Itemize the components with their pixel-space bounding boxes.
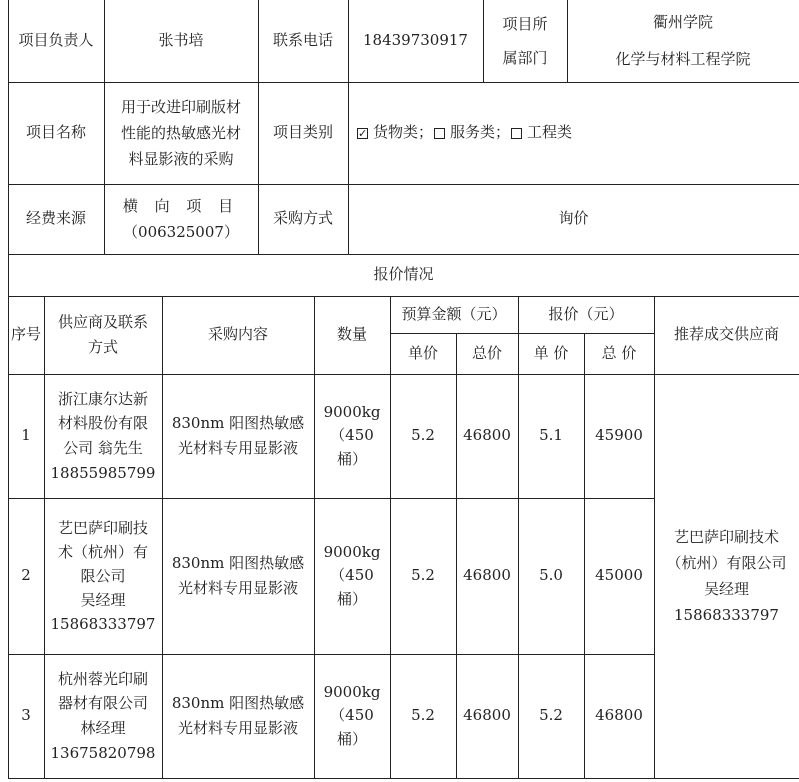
row-content — [162, 654, 314, 778]
qty-line: 9000kg — [323, 543, 381, 562]
dept-label-line: 属部门 — [502, 49, 548, 67]
dept-label — [483, 0, 567, 82]
checkbox-checked-icon[interactable]: ✓ — [358, 126, 368, 140]
row-qty — [314, 498, 390, 654]
category-works[interactable] — [510, 120, 572, 146]
grid-line — [8, 778, 799, 779]
row-seq: 2 — [21, 566, 31, 585]
supplier-line: 吴经理 — [80, 591, 126, 609]
col-recommend: 推荐成交供应商 — [673, 325, 779, 344]
grid-line — [8, 82, 799, 83]
row-qty — [314, 654, 390, 778]
qty-line: 9000kg — [323, 683, 381, 702]
recommended-supplier — [654, 374, 799, 778]
supplier-line: 18855985799 — [50, 463, 156, 482]
dept-label-line: 项目所 — [502, 14, 548, 33]
grid-line — [8, 498, 654, 499]
grid-line — [162, 296, 163, 779]
grid-line — [390, 296, 391, 779]
content-line: 830nm 阳图热敏感 — [171, 413, 305, 432]
supplier-line: 材料股份有限 — [57, 414, 148, 433]
col-content: 采购内容 — [207, 325, 268, 344]
col-offer: 报价（元） — [548, 304, 624, 323]
qty-line: 桶） — [336, 729, 367, 748]
row-budget-total: 46800 — [463, 706, 511, 725]
supplier-line: 公司 翁先生 — [63, 439, 143, 457]
row-budget-total: 46800 — [463, 426, 511, 445]
project-name-value — [104, 82, 258, 184]
content-line: 光材料专用显影液 — [177, 439, 298, 457]
supplier-line: 器材有限公司 — [57, 694, 148, 713]
row-budget-unit: 5.2 — [411, 706, 435, 725]
leader-name: 张书培 — [158, 31, 204, 50]
content-line: 830nm 阳图热敏感 — [171, 553, 305, 572]
project-name-line: 用于改进印刷版材 — [120, 97, 241, 116]
grid-line — [314, 296, 315, 779]
row-budget-unit: 5.2 — [411, 566, 435, 585]
grid-line — [8, 254, 799, 255]
phone-value: 18439730917 — [363, 31, 468, 50]
content-line: 光材料专用显影液 — [177, 719, 298, 737]
grid-line — [8, 374, 799, 375]
project-name-line: 性能的热敏感光材 — [120, 123, 241, 142]
row-seq: 1 — [21, 426, 31, 445]
dept-school: 衢州学院 — [652, 12, 713, 31]
project-name-label: 项目名称 — [25, 123, 86, 142]
grid-line — [390, 333, 654, 334]
content-line: 光材料专用显影液 — [177, 579, 298, 597]
category-goods[interactable] — [356, 120, 433, 146]
col-budget-unit: 单价 — [407, 343, 438, 362]
row-content — [162, 498, 314, 654]
grid-line — [8, 184, 799, 185]
grid-line — [567, 0, 568, 82]
category-options — [348, 82, 799, 184]
supplier-line: 林经理 — [80, 719, 126, 737]
method-value: 询价 — [558, 209, 589, 228]
col-offer-total: 总 价 — [601, 343, 637, 362]
content-line: 830nm 阳图热敏感 — [171, 693, 305, 712]
checkbox-icon[interactable] — [511, 128, 522, 139]
grid-line — [44, 296, 45, 779]
supplier-line: 杭州蓉光印刷 — [57, 669, 148, 688]
supplier-line: 13675820798 — [50, 743, 156, 762]
dept-college: 化学与材料工程学院 — [615, 50, 751, 68]
project-name-line: 料显影液的采购 — [128, 150, 234, 169]
category-works-label: 工程类 — [527, 123, 573, 142]
col-seq: 序号 — [10, 325, 41, 344]
grid-line — [8, 296, 799, 297]
grid-line — [8, 654, 654, 655]
grid-line — [518, 296, 519, 779]
dept-value — [567, 0, 799, 82]
grid-line — [348, 0, 349, 254]
fund-source: 横 向 项 目 — [122, 196, 240, 215]
grid-line — [104, 0, 105, 254]
checkbox-icon[interactable] — [434, 128, 445, 139]
qty-line: 9000kg — [323, 403, 381, 422]
qty-line: （450 — [330, 706, 374, 725]
row-offer-total: 45000 — [595, 566, 643, 585]
grid-line — [456, 333, 457, 779]
supplier-line: 浙江康尔达新 — [57, 389, 148, 408]
row-offer-unit: 5.1 — [539, 426, 563, 445]
col-supplier-line: 供应商及联系 — [57, 312, 148, 331]
method-label: 采购方式 — [272, 209, 333, 228]
col-budget: 预算金额（元） — [401, 304, 507, 323]
supplier-line: 术（杭州）有 — [57, 543, 148, 561]
recommended-line: （杭州）有限公司 — [666, 553, 787, 572]
row-offer-unit: 5.2 — [539, 706, 563, 725]
row-offer-unit: 5.0 — [539, 566, 563, 585]
fund-code: （006325007） — [123, 223, 239, 241]
quote-section-title: 报价情况 — [373, 265, 434, 284]
qty-line: （450 — [330, 566, 374, 585]
row-seq: 3 — [21, 706, 31, 725]
recommended-line: 15868333797 — [674, 606, 779, 625]
leader-label: 项目负责人 — [18, 31, 94, 50]
col-supplier-line: 方式 — [87, 338, 118, 356]
grid-line — [483, 0, 484, 82]
category-services[interactable] — [433, 120, 510, 146]
fund-value — [104, 184, 258, 254]
qty-line: 桶） — [336, 589, 367, 608]
col-qty: 数量 — [336, 325, 367, 344]
category-goods-label: 货物类； — [373, 123, 434, 142]
row-supplier — [44, 498, 162, 654]
row-supplier — [44, 374, 162, 498]
col-supplier — [44, 296, 162, 374]
row-offer-total: 46800 — [595, 706, 643, 725]
row-budget-unit: 5.2 — [411, 426, 435, 445]
supplier-line: 15868333797 — [50, 615, 156, 633]
supplier-line: 艺巴萨印刷技 — [57, 519, 148, 537]
category-label: 项目类别 — [272, 123, 333, 142]
row-content — [162, 374, 314, 498]
grid-line — [584, 333, 585, 779]
supplier-line: 限公司 — [80, 567, 126, 585]
qty-line: （450 — [330, 426, 374, 445]
fund-label: 经费来源 — [25, 209, 86, 228]
grid-line — [654, 296, 655, 779]
row-budget-total: 46800 — [463, 566, 511, 585]
recommended-line: 吴经理 — [703, 580, 749, 598]
col-budget-total: 总价 — [471, 343, 502, 362]
recommended-line: 艺巴萨印刷技术 — [673, 527, 779, 546]
category-services-label: 服务类； — [450, 123, 511, 142]
phone-label: 联系电话 — [272, 31, 333, 50]
row-supplier — [44, 654, 162, 778]
grid-line — [8, 0, 9, 779]
row-offer-total: 45900 — [595, 426, 643, 445]
col-offer-unit: 单 价 — [533, 343, 569, 362]
row-qty — [314, 374, 390, 498]
qty-line: 桶） — [336, 449, 367, 468]
grid-line — [258, 0, 259, 254]
